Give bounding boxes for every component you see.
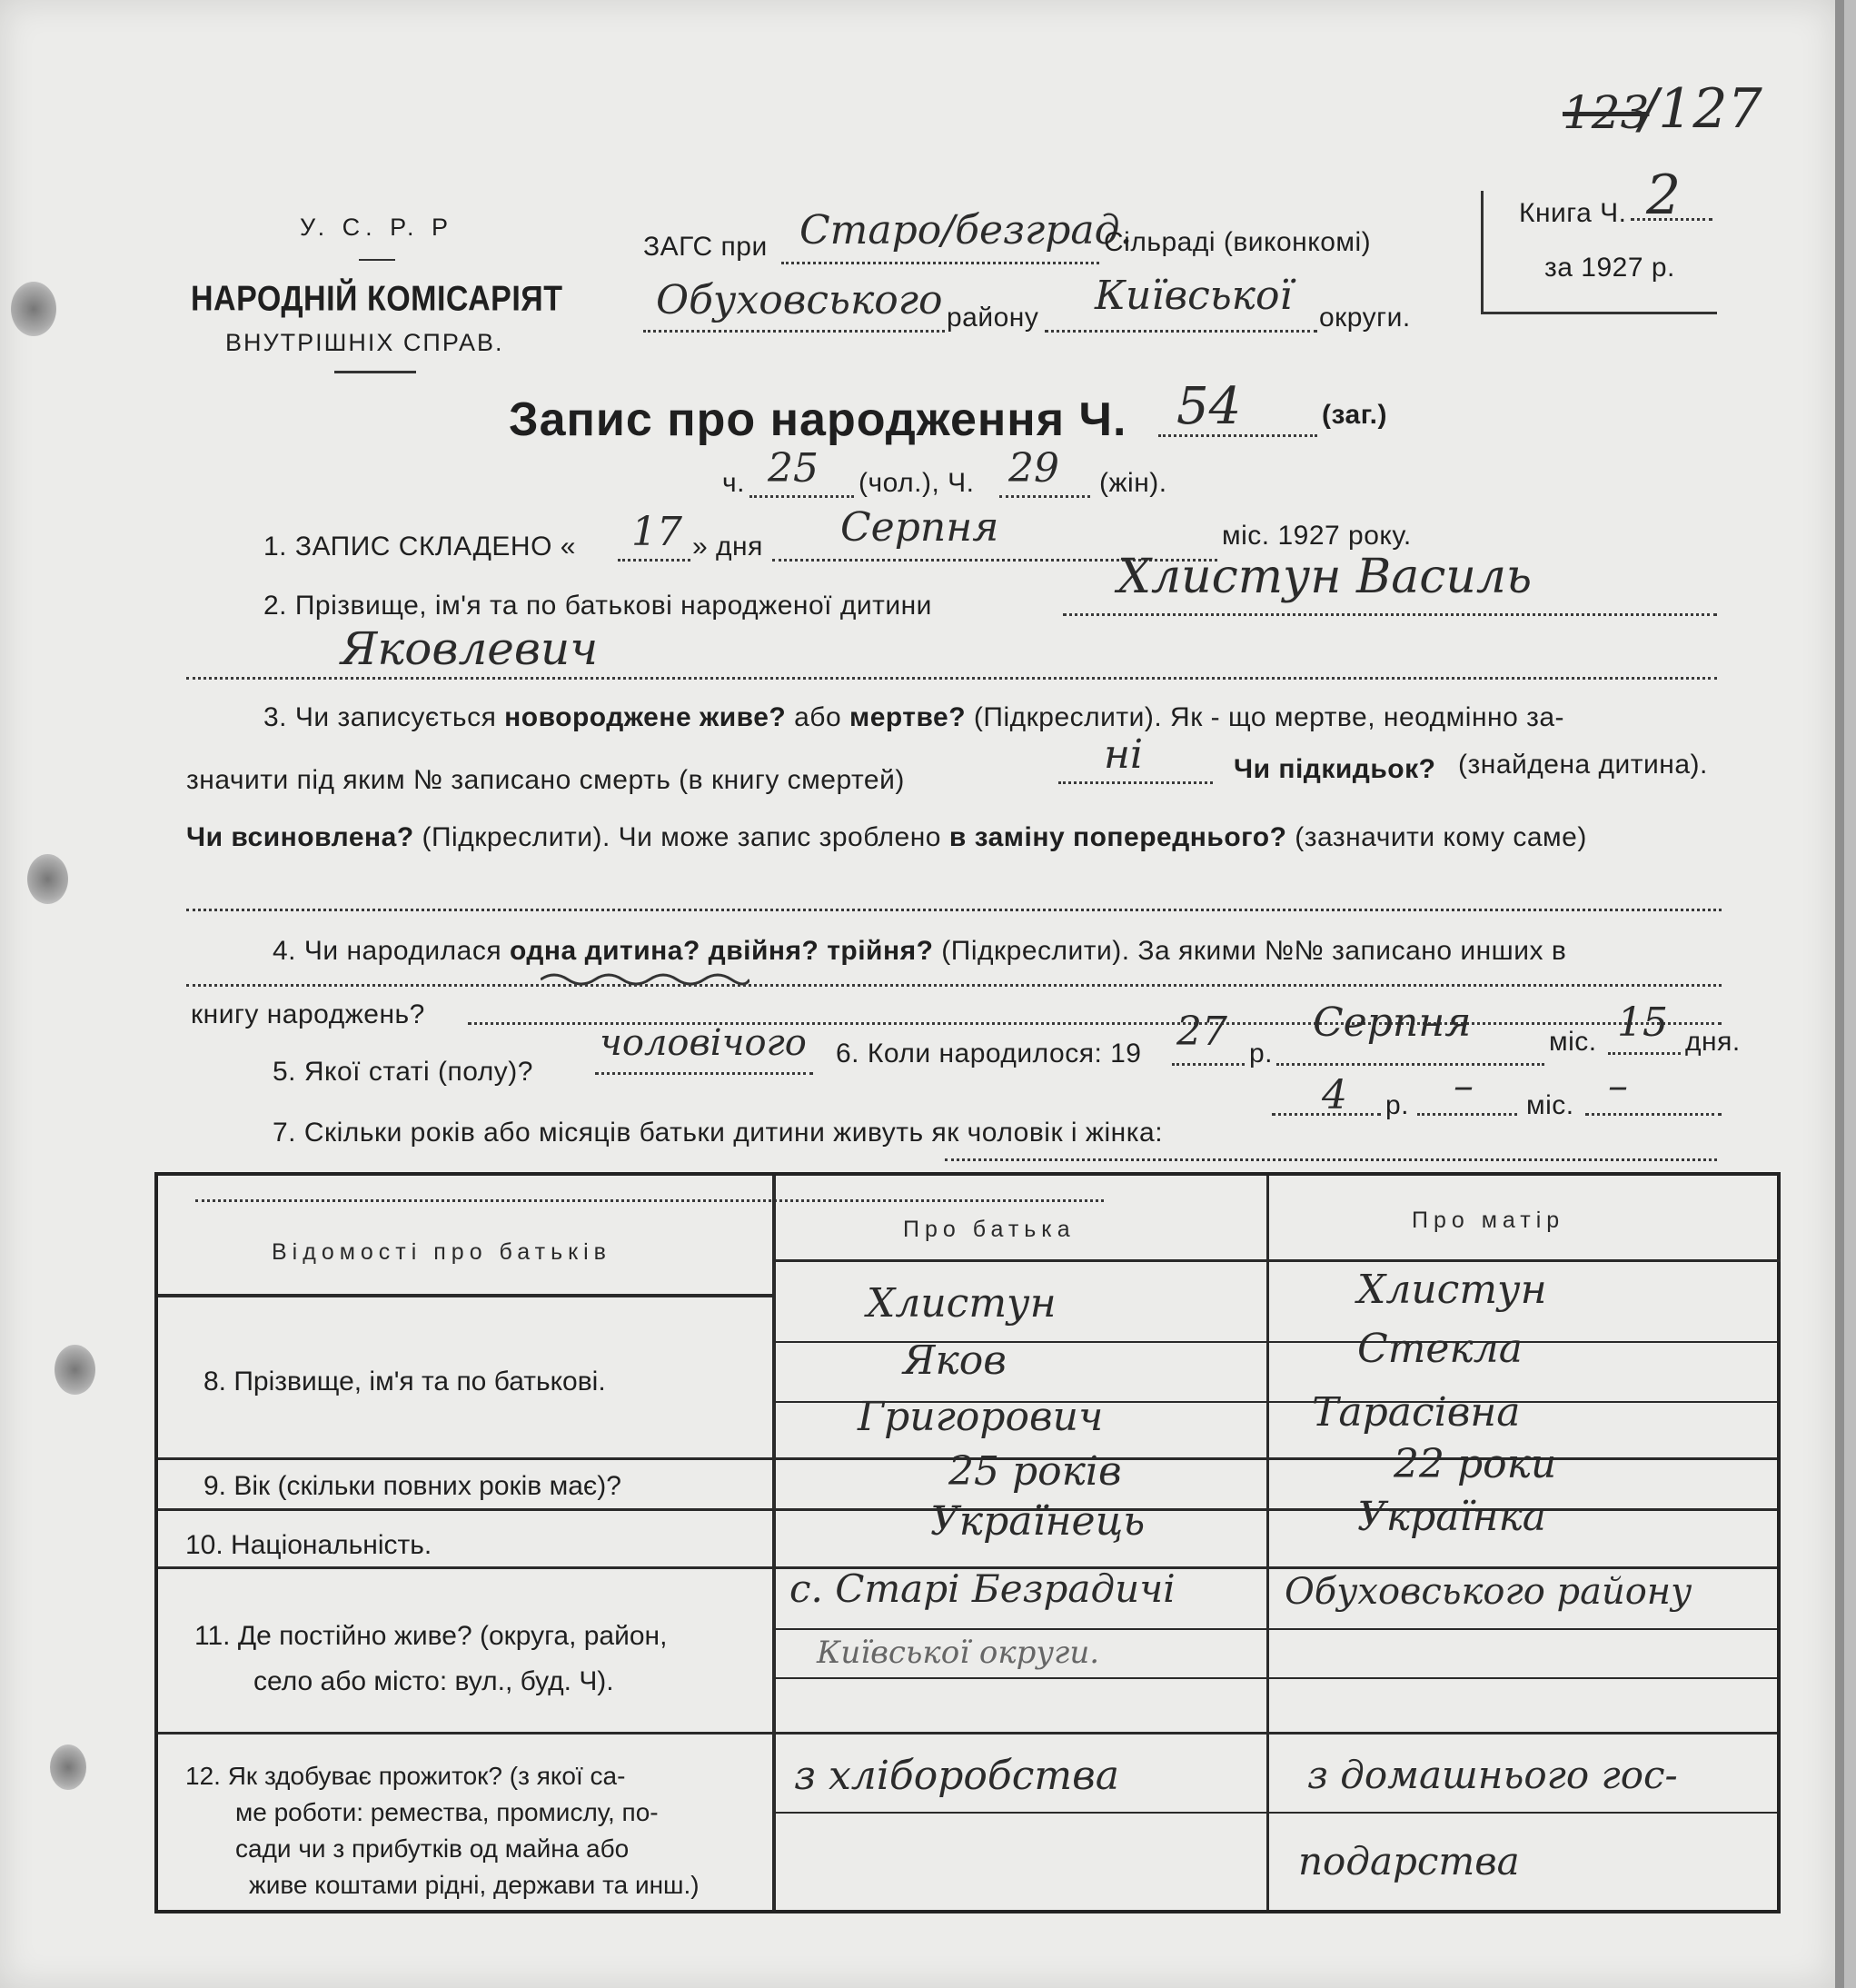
female-number-line bbox=[999, 495, 1090, 498]
field-6-dnya: дня. bbox=[1685, 1027, 1741, 1057]
mother-occupation-line-2: подарства bbox=[1298, 1839, 1520, 1884]
field-7-mis: міс. bbox=[1526, 1090, 1574, 1120]
page-number: /127 bbox=[1640, 77, 1762, 141]
field-1-label: 1. ЗАПИС СКЛАДЕНО « bbox=[263, 532, 576, 562]
mother-name: Стекла bbox=[1357, 1326, 1523, 1372]
divider bbox=[359, 259, 395, 261]
father-residence-line-2: Київської округи. bbox=[817, 1635, 1100, 1671]
row-9-label: 9. Вік (скільки повних років має)? bbox=[203, 1471, 621, 1501]
mother-residence: Обуховського району bbox=[1285, 1571, 1692, 1613]
field-5-line bbox=[595, 1072, 813, 1075]
mother-occupation-line-1: з домашнього гос- bbox=[1307, 1753, 1678, 1797]
field-3-replacement: в заміну попереднього? bbox=[948, 822, 1287, 852]
book-box-bottom bbox=[1481, 312, 1717, 314]
row-divider bbox=[772, 1259, 1781, 1262]
punch-hole bbox=[55, 1345, 95, 1395]
district-line bbox=[643, 330, 945, 333]
header-father: Про батька bbox=[903, 1217, 1076, 1242]
row-10-label: 10. Національність. bbox=[185, 1530, 432, 1560]
sub-rule bbox=[776, 1628, 1777, 1630]
father-nationality: Українець bbox=[930, 1498, 1146, 1545]
field-3-foundling-note: (знайдена дитина). bbox=[1458, 750, 1708, 780]
father-surname: Хлистун bbox=[867, 1280, 1057, 1327]
okruha-name: Київської bbox=[1095, 273, 1293, 319]
field-1-month: Серпня bbox=[840, 504, 999, 551]
row-12-label-line-4: живе коштами рідні, держави та инш.) bbox=[249, 1871, 700, 1899]
father-residence-line-1: с. Старі Безрадичі bbox=[789, 1566, 1176, 1611]
title-suffix: (заг.) bbox=[1322, 400, 1388, 430]
father-age: 25 років bbox=[948, 1448, 1122, 1495]
father-patronymic: Григорович bbox=[858, 1394, 1104, 1440]
male-number: 25 bbox=[768, 445, 819, 492]
title-number: 54 bbox=[1176, 377, 1242, 436]
row-divider bbox=[158, 1294, 772, 1297]
row-12-label-line-2: ме роботи: ремества, промислу, по- bbox=[235, 1798, 659, 1826]
field-1-day-line bbox=[618, 559, 690, 562]
okruha-line bbox=[1045, 330, 1317, 333]
field-4-options: одна дитина? двійня? трійня? bbox=[509, 936, 934, 966]
field-4-line-2a bbox=[186, 984, 1722, 987]
mother-age: 22 роки bbox=[1394, 1441, 1557, 1487]
field-5-label: 5. Якої статі (полу)? bbox=[273, 1057, 533, 1087]
field-3-option-alive: новороджене живе? bbox=[504, 702, 787, 732]
zags-suffix: Сільраді (виконкомі) bbox=[1104, 227, 1372, 257]
field-4-text: 4. Чи народилася bbox=[273, 936, 502, 966]
field-1-mid: » дня bbox=[692, 532, 763, 562]
field-7-trail-line bbox=[1585, 1113, 1722, 1116]
field-6-year-line bbox=[1172, 1063, 1245, 1066]
field-3-text: 3. Чи записується bbox=[263, 702, 497, 732]
book-label: Книга Ч. bbox=[1519, 198, 1627, 228]
book-year: за 1927 р. bbox=[1544, 253, 1675, 283]
field-6-mis: міс. bbox=[1549, 1027, 1597, 1057]
col-divider bbox=[772, 1176, 776, 1910]
sub-rule bbox=[776, 1812, 1777, 1814]
field-7-months: – bbox=[1454, 1063, 1474, 1109]
field-7-years: 4 bbox=[1322, 1072, 1347, 1118]
row-divider bbox=[158, 1732, 1777, 1735]
book-box-left bbox=[1481, 191, 1484, 313]
field-3-text: або bbox=[794, 702, 842, 732]
female-number: 29 bbox=[1008, 445, 1059, 492]
header-parents-info: Відомості про батьків bbox=[272, 1239, 611, 1265]
book-number: 2 bbox=[1646, 164, 1682, 227]
field-3-line-2: значити під яким № записано смерть (в книгу смертей) bbox=[186, 765, 905, 795]
field-5-value: чоловічого bbox=[600, 1022, 807, 1064]
district-name: Обуховського bbox=[656, 277, 943, 323]
field-6-month: Серпня bbox=[1313, 999, 1472, 1046]
field-4-text: (Підкреслити). За якими №№ записано инших в bbox=[941, 936, 1567, 966]
field-6-label: 6. Коли народилося: 19 bbox=[836, 1039, 1142, 1069]
republic-label: У. С. Р. Р bbox=[300, 214, 453, 241]
field-3-line-1 bbox=[263, 702, 1564, 733]
male-number-line bbox=[749, 495, 854, 498]
page-number-struck: 123 bbox=[1563, 86, 1650, 139]
field-1-suffix: міс. 1927 року. bbox=[1222, 521, 1412, 551]
row-12-label-line-3: сади чи з прибутків од майна або bbox=[235, 1834, 630, 1863]
field-3-option-dead: мертве? bbox=[849, 702, 967, 732]
field-2-value-line-1: Хлистун Василь bbox=[1117, 550, 1533, 604]
female-label: (жін). bbox=[1099, 468, 1167, 498]
field-6-day: 15 bbox=[1617, 999, 1668, 1046]
row-8-label: 8. Прізвище, ім'я та по батькові. bbox=[203, 1367, 606, 1397]
field-3-line-3 bbox=[186, 822, 1587, 853]
commissariat-title: НАРОДНІЙ КОМІСАРІЯТ bbox=[191, 279, 563, 319]
mother-surname: Хлистун bbox=[1357, 1267, 1547, 1313]
punch-hole bbox=[27, 854, 68, 904]
field-2-value-line-2: Яковлевич bbox=[341, 622, 599, 675]
field-3-death-value: ні bbox=[1104, 731, 1144, 778]
field-6-day-line bbox=[1608, 1052, 1681, 1055]
field-7-months-line bbox=[1417, 1113, 1517, 1116]
father-name: Яков bbox=[903, 1337, 1007, 1384]
row-11-label-line-2: село або місто: вул., буд. Ч). bbox=[253, 1666, 614, 1696]
field-1-day: 17 bbox=[631, 509, 682, 555]
field-4-line-2: книгу народжень? bbox=[191, 999, 425, 1029]
zags-prefix: ЗАГС при bbox=[643, 232, 768, 262]
field-7-trail: – bbox=[1608, 1063, 1628, 1109]
field-7-r: р. bbox=[1385, 1090, 1410, 1120]
field-3-text: (Підкреслити). Як - що мертве, неодмінно за- bbox=[973, 702, 1565, 732]
row-12-label-line-1: 12. Як здобуває прожиток? (з якої са- bbox=[185, 1762, 626, 1790]
male-prefix: ч. bbox=[722, 468, 745, 498]
field-3-text: (зазначити кому саме) bbox=[1295, 822, 1587, 852]
field-2-line-2 bbox=[186, 677, 1717, 680]
okruha-label: округи. bbox=[1319, 303, 1411, 333]
field-3-death-line bbox=[1058, 781, 1213, 784]
zags-village: Старо/безград. bbox=[799, 207, 1133, 253]
col-divider bbox=[1266, 1176, 1269, 1910]
field-3-line-4 bbox=[186, 909, 1722, 911]
punch-hole bbox=[50, 1744, 86, 1790]
zags-village-line bbox=[781, 262, 1099, 264]
field-2-label: 2. Прізвище, ім'я та по батькові народженої дитини bbox=[263, 591, 932, 621]
field-2-line-1 bbox=[1063, 613, 1717, 616]
mother-nationality: Українка bbox=[1357, 1494, 1547, 1540]
field-7-label: 7. Скільки років або місяців батьки дитини живуть як чоловік і жінка: bbox=[273, 1118, 1164, 1148]
district-label: району bbox=[947, 303, 1039, 333]
header-mother: Про матір bbox=[1412, 1208, 1565, 1233]
father-occupation: з хліборобства bbox=[794, 1753, 1119, 1799]
field-3-adopted: Чи всиновлена? bbox=[186, 822, 414, 852]
row-11-label-line-1: 11. Де постійно живе? (округа, район, bbox=[194, 1621, 668, 1651]
sub-rule bbox=[776, 1677, 1777, 1679]
parents-table bbox=[154, 1172, 1781, 1913]
field-6-r: р. bbox=[1249, 1039, 1274, 1069]
field-7-line-2 bbox=[945, 1158, 1717, 1161]
document-title: Запис про народження Ч. bbox=[509, 393, 1127, 446]
field-6-month-line bbox=[1276, 1063, 1544, 1066]
field-6-year: 27 bbox=[1176, 1009, 1227, 1055]
punch-hole bbox=[11, 282, 56, 336]
field-3-foundling: Чи підкидьок? bbox=[1234, 754, 1436, 784]
field-3-text: (Підкреслити). Чи може запис зроблено bbox=[422, 822, 941, 852]
field-4-line-1 bbox=[273, 936, 1566, 967]
department-title: ВНУТРІШНІХ СПРАВ. bbox=[225, 329, 504, 356]
divider bbox=[334, 371, 416, 373]
mother-patronymic: Тарасівна bbox=[1312, 1389, 1521, 1436]
male-label: (чол.), Ч. bbox=[859, 468, 975, 498]
